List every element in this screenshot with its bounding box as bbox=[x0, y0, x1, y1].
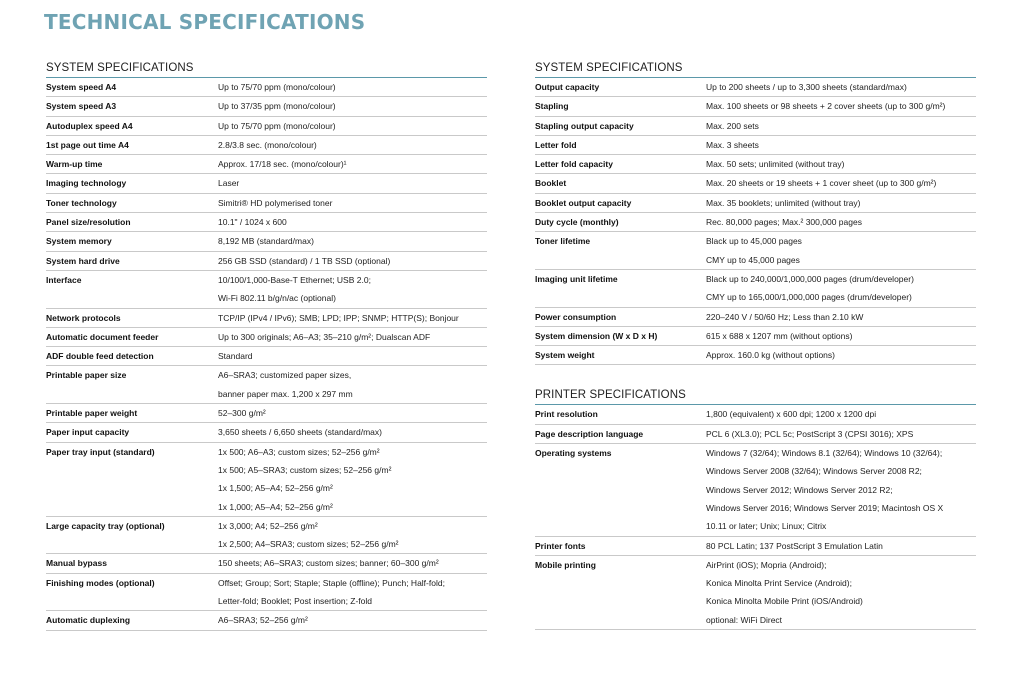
spec-value-line: 1x 2,500; A4–SRA3; custom sizes; 52–256 g/m² bbox=[218, 539, 399, 550]
spec-label: Imaging technology bbox=[46, 178, 127, 189]
spec-label: System dimension (W x D x H) bbox=[535, 330, 658, 341]
spec-value-line: Letter-fold; Booklet; Post insertion; Z-fold bbox=[218, 596, 373, 607]
spec-value-line: 1x 500; A6–A3; custom sizes; 52–256 g/m² bbox=[218, 446, 380, 457]
spec-value bbox=[218, 517, 487, 554]
spec-label: Network protocols bbox=[46, 312, 121, 323]
spec-row bbox=[46, 213, 487, 232]
spec-label: Page description language bbox=[535, 428, 644, 439]
spec-value bbox=[218, 174, 487, 192]
spec-row bbox=[46, 309, 487, 328]
spec-label: Paper tray input (standard) bbox=[46, 446, 155, 457]
spec-row bbox=[46, 554, 487, 573]
spec-value-line: optional: WiFi Direct bbox=[706, 614, 783, 625]
spec-row bbox=[535, 232, 976, 270]
spec-row bbox=[535, 213, 976, 232]
spec-label: Warm-up time bbox=[46, 159, 103, 170]
spec-value-line: Black up to 240,000/1,000,000 pages (drum/developer) bbox=[706, 273, 914, 284]
spec-label: System speed A3 bbox=[46, 101, 117, 112]
system-specs-table-continued bbox=[535, 78, 976, 365]
spec-value bbox=[706, 308, 976, 326]
spec-value-line: 220–240 V / 50/60 Hz; Less than 2.10 kW bbox=[706, 311, 864, 322]
spec-value-line: 10.1" / 1024 x 600 bbox=[218, 217, 287, 228]
spec-value-line: 10.11 or later; Unix; Linux; Citrix bbox=[706, 521, 827, 532]
spec-value-line: 2.8/3.8 sec. (mono/colour) bbox=[218, 139, 317, 150]
spec-value-line: Up to 37/35 ppm (mono/colour) bbox=[218, 101, 336, 112]
spec-row bbox=[46, 271, 487, 309]
spec-value-line: CMY up to 45,000 pages bbox=[706, 254, 800, 265]
spec-row bbox=[46, 611, 487, 630]
spec-label: Print resolution bbox=[535, 409, 598, 420]
spec-value bbox=[218, 271, 487, 308]
spec-label: 1st page out time A4 bbox=[46, 139, 129, 150]
spec-label: Letter fold capacity bbox=[535, 159, 613, 170]
spec-value-line: Windows Server 2012; Windows Server 2012 R2; bbox=[706, 484, 893, 495]
spec-value bbox=[218, 155, 487, 173]
spec-value-line: PCL 6 (XL3.0); PCL 5c; PostScript 3 (CPSI 3016); XPS bbox=[706, 428, 914, 439]
spec-value-line: 52–300 g/m² bbox=[218, 408, 266, 419]
spec-row bbox=[535, 556, 976, 630]
spec-value-line: banner paper max. 1,200 x 297 mm bbox=[218, 388, 353, 399]
spec-label: Imaging unit lifetime bbox=[535, 273, 618, 284]
spec-label: Booklet output capacity bbox=[535, 197, 632, 208]
spec-value-line: 80 PCL Latin; 137 PostScript 3 Emulation Latin bbox=[706, 540, 883, 551]
spec-value-line: Windows Server 2008 (32/64); Windows Server 2008 R2; bbox=[706, 466, 922, 477]
spec-row bbox=[46, 232, 487, 251]
spec-value-line: 1x 1,500; A5–A4; 52–256 g/m² bbox=[218, 483, 333, 494]
spec-row bbox=[46, 347, 487, 366]
spec-value-line: 1x 1,000; A5–A4; 52–256 g/m² bbox=[218, 501, 333, 512]
system-specs-heading: SYSTEM SPECIFICATIONS bbox=[46, 62, 487, 78]
spec-row bbox=[535, 444, 976, 536]
spec-value bbox=[706, 174, 976, 192]
spec-value-line: 1x 500; A5–SRA3; custom sizes; 52–256 g/m² bbox=[218, 464, 392, 475]
printer-specs-heading: PRINTER SPECIFICATIONS bbox=[535, 389, 976, 405]
spec-row bbox=[535, 270, 976, 308]
spec-row bbox=[46, 78, 487, 97]
spec-value-line: Max. 20 sheets or 19 sheets + 1 cover sheet (up to 300 g/m²) bbox=[706, 178, 937, 189]
spec-value bbox=[218, 423, 487, 441]
spec-value-line: Konica Minolta Mobile Print (iOS/Android) bbox=[706, 596, 863, 607]
spec-value-line: Standard bbox=[218, 351, 253, 362]
spec-row bbox=[46, 155, 487, 174]
spec-value bbox=[218, 404, 487, 422]
spec-value-line: Max. 200 sets bbox=[706, 120, 759, 131]
spec-value bbox=[706, 117, 976, 135]
spec-value bbox=[706, 155, 976, 173]
spec-value-line: Approx. 17/18 sec. (mono/colour)¹ bbox=[218, 159, 347, 170]
spec-value bbox=[218, 136, 487, 154]
spec-value-line: 10/100/1,000-Base-T Ethernet; USB 2.0; bbox=[218, 274, 371, 285]
spec-row bbox=[535, 425, 976, 444]
spec-label: Printable paper size bbox=[46, 370, 127, 381]
spec-value-line: A6–SRA3; customized paper sizes, bbox=[218, 370, 352, 381]
spec-value bbox=[706, 213, 976, 231]
section-gap bbox=[535, 365, 976, 389]
spec-value-line: Simitri® HD polymerised toner bbox=[218, 197, 333, 208]
system-specs-heading-continued: SYSTEM SPECIFICATIONS bbox=[535, 62, 976, 78]
spec-row bbox=[535, 537, 976, 556]
spec-row bbox=[535, 194, 976, 213]
spec-value-line: Up to 75/70 ppm (mono/colour) bbox=[218, 82, 336, 92]
spec-value-line: 256 GB SSD (standard) / 1 TB SSD (optional) bbox=[218, 255, 391, 266]
spec-row bbox=[46, 252, 487, 271]
spec-row bbox=[535, 308, 976, 327]
spec-label: Large capacity tray (optional) bbox=[46, 520, 165, 531]
spec-value-line: Max. 3 sheets bbox=[706, 139, 759, 150]
spec-label: System speed A4 bbox=[46, 82, 117, 92]
spec-value-line: Approx. 160.0 kg (without options) bbox=[706, 350, 835, 361]
spec-value-line: 1x 3,000; A4; 52–256 g/m² bbox=[218, 520, 318, 531]
spec-label: Manual bypass bbox=[46, 558, 107, 569]
spec-value-line: Offset; Group; Sort; Staple; Staple (offline); Punch; Half-fold; bbox=[218, 577, 445, 588]
spec-label: Toner technology bbox=[46, 197, 117, 208]
spec-value bbox=[218, 194, 487, 212]
spec-row bbox=[535, 97, 976, 116]
spec-value bbox=[706, 78, 976, 96]
spec-value bbox=[706, 537, 976, 555]
spec-value-line: Wi-Fi 802.11 b/g/n/ac (optional) bbox=[218, 293, 336, 304]
spec-row bbox=[46, 174, 487, 193]
right-column bbox=[535, 62, 976, 630]
spec-value bbox=[706, 327, 976, 345]
spec-value-line: Windows Server 2016; Windows Server 2019; Macintosh OS X bbox=[706, 502, 944, 513]
spec-row bbox=[46, 423, 487, 442]
spec-value bbox=[706, 270, 976, 307]
spec-row bbox=[46, 366, 487, 404]
spec-value bbox=[706, 425, 976, 443]
spec-row bbox=[46, 194, 487, 213]
spec-label: Mobile printing bbox=[535, 559, 596, 570]
spec-label: Printable paper weight bbox=[46, 408, 138, 419]
spec-row bbox=[535, 78, 976, 97]
spec-value bbox=[706, 444, 976, 535]
spec-value-line: 3,650 sheets / 6,650 sheets (standard/max) bbox=[218, 427, 382, 438]
spec-label: Stapling output capacity bbox=[535, 120, 634, 131]
spec-value bbox=[706, 346, 976, 364]
spec-value-line: Up to 75/70 ppm (mono/colour) bbox=[218, 120, 336, 131]
spec-label: System memory bbox=[46, 236, 112, 247]
spec-label: Duty cycle (monthly) bbox=[535, 217, 619, 228]
spec-value bbox=[218, 443, 487, 516]
spec-row bbox=[46, 328, 487, 347]
spec-value bbox=[706, 556, 976, 629]
spec-value-line: CMY up to 165,000/1,000,000 pages (drum/developer) bbox=[706, 292, 912, 303]
spec-label: Interface bbox=[46, 274, 82, 285]
spec-row bbox=[535, 327, 976, 346]
spec-label: Output capacity bbox=[535, 82, 600, 92]
spec-value bbox=[218, 117, 487, 135]
spec-value-line: Konica Minolta Print Service (Android); bbox=[706, 578, 852, 589]
spec-label: Printer fonts bbox=[535, 540, 586, 551]
spec-value-line: 1,800 (equivalent) x 600 dpi; 1200 x 1200 dpi bbox=[706, 409, 877, 420]
spec-value-line: Max. 50 sets; unlimited (without tray) bbox=[706, 159, 845, 170]
spec-row bbox=[535, 117, 976, 136]
spec-value-line: Max. 100 sheets or 98 sheets + 2 cover sheets (up to 300 g/m²) bbox=[706, 101, 946, 112]
spec-label: Toner lifetime bbox=[535, 236, 591, 247]
spec-value bbox=[218, 309, 487, 327]
spec-label: Booklet bbox=[535, 178, 567, 189]
spec-row bbox=[46, 136, 487, 155]
spec-value bbox=[706, 97, 976, 115]
page-title: TECHNICAL SPECIFICATIONS bbox=[44, 10, 366, 34]
spec-value bbox=[218, 574, 487, 611]
spec-row bbox=[535, 405, 976, 424]
spec-row bbox=[535, 155, 976, 174]
spec-row bbox=[535, 346, 976, 365]
spec-value bbox=[706, 136, 976, 154]
spec-value bbox=[706, 194, 976, 212]
spec-row bbox=[535, 136, 976, 155]
spec-value-line: Up to 200 sheets / up to 3,300 sheets (standard/max) bbox=[706, 82, 907, 92]
spec-label: System hard drive bbox=[46, 255, 120, 266]
spec-value bbox=[218, 611, 487, 629]
spec-value bbox=[218, 78, 487, 96]
spec-label: Autoduplex speed A4 bbox=[46, 120, 133, 131]
spec-value bbox=[218, 347, 487, 365]
spec-row bbox=[46, 517, 487, 555]
spec-label: Operating systems bbox=[535, 448, 612, 459]
left-column bbox=[46, 62, 487, 631]
spec-value bbox=[218, 366, 487, 403]
spec-row bbox=[46, 443, 487, 517]
spec-label: Automatic document feeder bbox=[46, 331, 159, 342]
spec-label: Finishing modes (optional) bbox=[46, 577, 155, 588]
spec-label: Panel size/resolution bbox=[46, 217, 131, 228]
spec-value-line: Laser bbox=[218, 178, 240, 189]
spec-row bbox=[46, 574, 487, 612]
spec-value-line: Windows 7 (32/64); Windows 8.1 (32/64); Windows 10 (32/64); bbox=[706, 448, 943, 459]
system-specs-table bbox=[46, 78, 487, 631]
spec-value-line: 615 x 688 x 1207 mm (without options) bbox=[706, 330, 853, 341]
spec-value-line: A6–SRA3; 52–256 g/m² bbox=[218, 615, 308, 626]
spec-row bbox=[46, 97, 487, 116]
spec-label: ADF double feed detection bbox=[46, 351, 154, 362]
spec-label: Stapling bbox=[535, 101, 569, 112]
spec-value bbox=[218, 554, 487, 572]
spec-value-line: TCP/IP (IPv4 / IPv6); SMB; LPD; IPP; SNMP; HTTP(S); Bonjour bbox=[218, 312, 459, 323]
spec-label: Power consumption bbox=[535, 311, 617, 322]
spec-row bbox=[46, 404, 487, 423]
spec-row bbox=[535, 174, 976, 193]
spec-value bbox=[218, 213, 487, 231]
spec-value-line: 150 sheets; A6–SRA3; custom sizes; banner; 60–300 g/m² bbox=[218, 558, 439, 569]
spec-value-line: AirPrint (iOS); Mopria (Android); bbox=[706, 559, 827, 570]
spec-value bbox=[218, 97, 487, 115]
printer-specs-table bbox=[535, 405, 976, 630]
spec-value-line: Up to 300 originals; A6–A3; 35–210 g/m²; Dualscan ADF bbox=[218, 331, 431, 342]
spec-row bbox=[46, 117, 487, 136]
spec-value bbox=[706, 405, 976, 423]
spec-label: System weight bbox=[535, 350, 595, 361]
spec-label: Automatic duplexing bbox=[46, 615, 131, 626]
spec-value-line: Max. 35 booklets; unlimited (without tray) bbox=[706, 197, 861, 208]
spec-value bbox=[218, 252, 487, 270]
spec-value-line: Black up to 45,000 pages bbox=[706, 236, 802, 247]
spec-value bbox=[218, 328, 487, 346]
spec-value-line: 8,192 MB (standard/max) bbox=[218, 236, 314, 247]
spec-label: Paper input capacity bbox=[46, 427, 130, 438]
spec-value bbox=[218, 232, 487, 250]
spec-label: Letter fold bbox=[535, 139, 577, 150]
spec-value bbox=[706, 232, 976, 269]
spec-value-line: Rec. 80,000 pages; Max.² 300,000 pages bbox=[706, 217, 862, 228]
